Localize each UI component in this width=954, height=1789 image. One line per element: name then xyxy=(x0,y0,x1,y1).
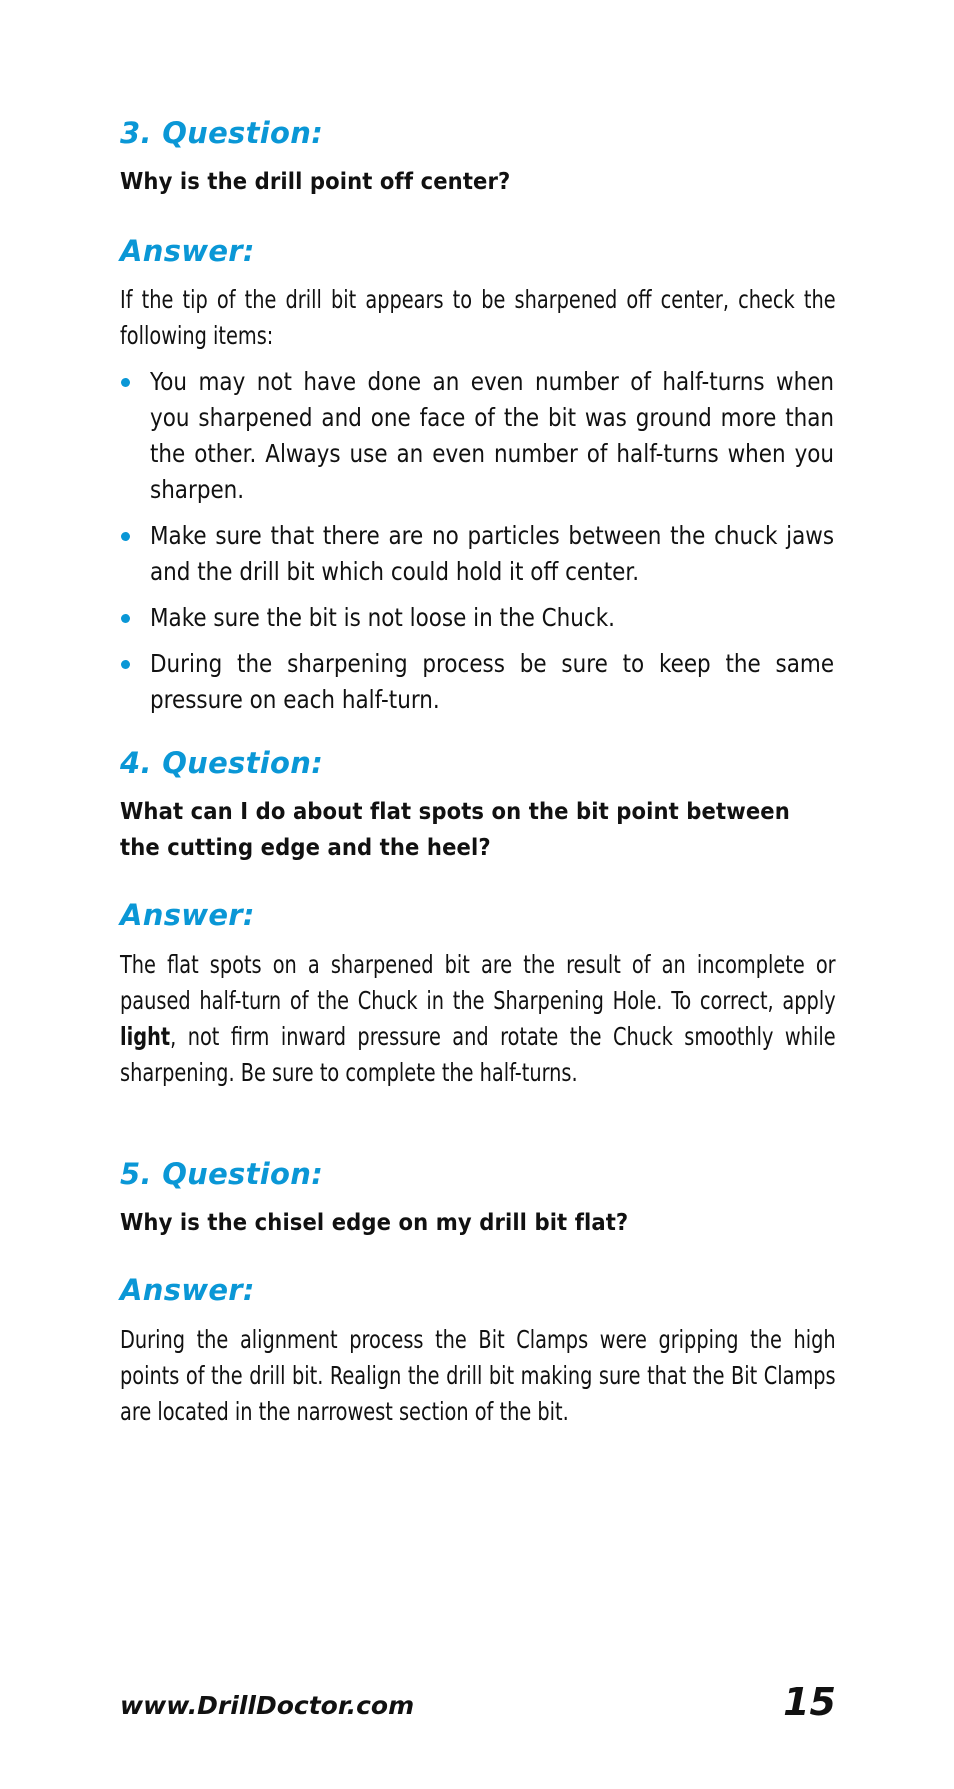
bullet-text: You may not have done an even number of half-turns when you sharpened and one face of the bit was ground more than the other. Always use an even number of half-turns when you sharpen. xyxy=(150,367,835,504)
bullet-icon xyxy=(121,532,130,541)
list-item xyxy=(120,364,836,508)
question-4-heading: 4. Question: xyxy=(120,746,324,780)
answer-4-text-part1: The flat spots on a sharpened bit are the result of an incomplete or paused half-turn of the Chuck in the Sharpening Hole. To correct, apply xyxy=(120,950,836,1015)
footer-website-url: www.DrillDoctor.com xyxy=(120,1691,415,1720)
question-3-text: Why is the drill point off center? xyxy=(120,167,511,195)
answer-5-text: During the alignment process the Bit Clamps were gripping the high points of the drill bit. Realign the drill bit making sure that the Bit Clamps are located in the narrowest section of the bit. xyxy=(120,1325,836,1426)
bullet-icon xyxy=(121,660,130,669)
answer-3-heading: Answer: xyxy=(120,234,255,268)
list-item xyxy=(120,600,836,636)
question-5-text: Why is the chisel edge on my drill bit flat? xyxy=(120,1208,629,1236)
question-5-heading: 5. Question: xyxy=(120,1157,324,1191)
answer-4-text-part2: , not firm inward pressure and rotate the Chuck smoothly while sharpening. Be sure to complete the half-turns. xyxy=(120,1022,836,1087)
answer-4-emphasis: light xyxy=(120,1022,171,1051)
question-3-heading: 3. Question: xyxy=(120,116,324,150)
list-item xyxy=(120,646,836,718)
bullet-text: During the sharpening process be sure to keep the same pressure on each half-turn. xyxy=(150,649,835,714)
manual-page xyxy=(120,0,836,1789)
bullet-text: Make sure that there are no particles between the chuck jaws and the drill bit which could hold it off center. xyxy=(150,521,835,586)
bullet-icon xyxy=(121,378,130,387)
bullet-text: Make sure the bit is not loose in the Chuck. xyxy=(150,603,615,632)
answer-3-intro: If the tip of the drill bit appears to be sharpened off center, check the following items: xyxy=(120,285,836,350)
answer-3-bullet-list xyxy=(120,364,836,728)
list-item xyxy=(120,518,836,590)
page-number: 15 xyxy=(783,1680,836,1724)
answer-5-heading: Answer: xyxy=(120,1273,255,1307)
question-4-text: What can I do about flat spots on the bit point between the cutting edge and the heel? xyxy=(120,797,790,861)
answer-4-heading: Answer: xyxy=(120,898,255,932)
answer-4-text xyxy=(120,947,836,1091)
bullet-icon xyxy=(121,614,130,623)
